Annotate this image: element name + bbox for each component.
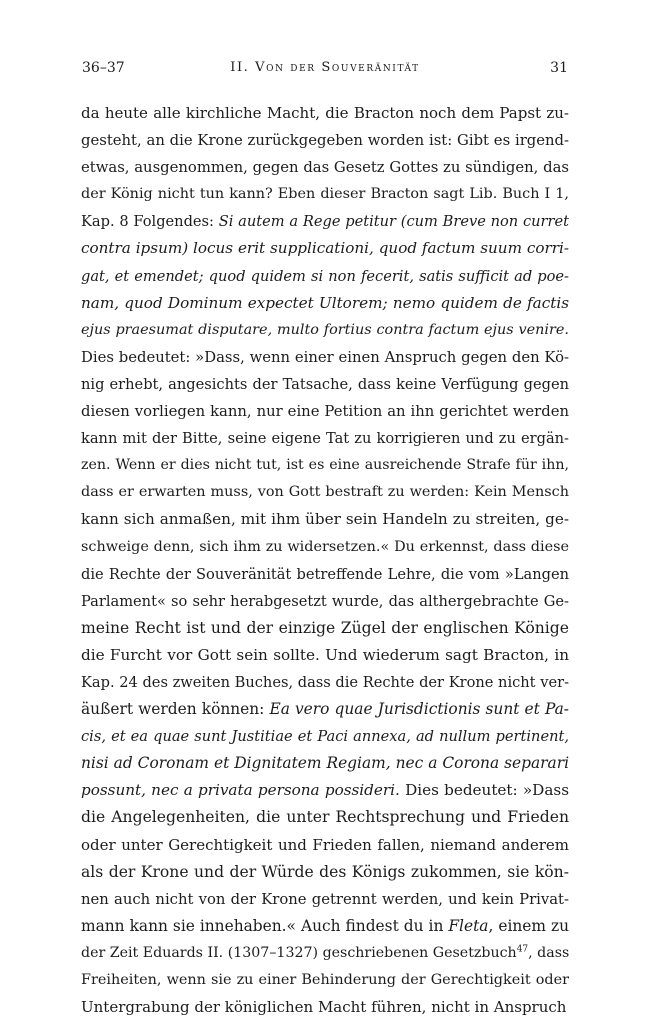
text-run: Untergrabung der königlichen Macht führen, nicht in Anspruch: [81, 998, 567, 1017]
text-line: [81, 723, 569, 750]
text-line: [81, 777, 569, 804]
text-run: , dass: [528, 944, 570, 961]
text-line: [81, 859, 569, 886]
page-number: 31: [550, 60, 568, 76]
text-line: [81, 181, 569, 208]
chapter-title: II. Von der Souveränität: [230, 60, 420, 75]
text-line: [81, 506, 569, 533]
section-range: 36–37: [82, 60, 125, 76]
text-run: Kap. 24 des zweiten Buches, dass die Rechte der Krone nicht ver-: [81, 673, 569, 691]
text-run: Freiheiten, wenn sie zu einer Behinderung der Gerechtigkeit oder: [81, 972, 569, 988]
text-run: kann mit der Bitte, seine eigene Tat zu korrigieren und zu ergän-: [81, 430, 569, 448]
running-head: [82, 60, 568, 84]
text-line: [81, 588, 569, 615]
text-line: [81, 534, 569, 561]
latin-quote: nisi ad Coronam et Dignitatem Regiam, nec a Corona separari: [81, 754, 569, 773]
latin-quote: ejus praesumat disputare, multo fortius contra factum ejus venire.: [81, 321, 569, 338]
main-text: [81, 100, 569, 1021]
text-run: die Angelegenheiten, die unter Rechtsprechung und Frieden: [81, 808, 569, 827]
text-line: [81, 100, 569, 127]
latin-quote: possunt, nec a privata persona possideri.: [81, 781, 400, 800]
footnote-ref: 47: [516, 944, 529, 955]
text-line: [81, 561, 569, 588]
text-line: [81, 804, 569, 831]
latin-quote: Fleta: [448, 916, 489, 935]
text-line: [81, 371, 569, 398]
text-run: als der Krone und der Würde des Königs zukommen, sie kön-: [81, 862, 569, 881]
text-run: Dies bedeutet: »Dass, wenn einer einen Anspruch gegen den Kö-: [81, 348, 569, 366]
text-run: da heute alle kirchliche Macht, die Bracton noch dem Papst zu-: [81, 104, 569, 122]
text-line: [81, 940, 569, 967]
text-line: [81, 750, 569, 777]
text-line: [81, 832, 569, 859]
text-run: der Zeit Eduards II. (1307–1327) geschriebenen Gesetzbuch: [81, 944, 517, 961]
text-run: nig erhebt, angesichts der Tatsache, dass keine Verfügung gegen: [81, 375, 569, 393]
latin-quote: gat, et emendet; quod quidem si non fecerit, satis sufficit ad poe-: [81, 267, 569, 285]
text-run: schweige denn, sich ihm zu widersetzen.« Du erkennst, dass diese: [81, 538, 569, 555]
latin-quote: Si autem a Rege petitur (cum Breve non curret: [218, 213, 569, 231]
text-line: [81, 452, 569, 479]
text-run: diesen vorliegen kann, nur eine Petition an ihn gerichtet werden: [81, 403, 569, 421]
text-run: Kap. 8 Folgendes:: [81, 213, 219, 231]
text-line: [81, 398, 569, 425]
text-run: zen. Wenn er dies nicht tut, ist es eine ausreichende Strafe für ihn,: [81, 457, 569, 474]
text-line: [81, 886, 569, 913]
latin-quote: nam, quod Dominum expectet Ultorem; nemo quidem de factis: [81, 293, 569, 312]
text-line: [81, 425, 569, 452]
text-line: [81, 913, 569, 940]
text-line: [81, 994, 569, 1021]
text-run: die Rechte der Souveränität betreffende Lehre, die vom »Langen: [81, 565, 569, 583]
latin-quote: Ea vero quae Jurisdictionis sunt et Pa-: [269, 700, 569, 719]
text-line: [81, 208, 569, 235]
text-run: , einem zu: [488, 916, 569, 935]
text-line: [81, 127, 569, 154]
text-run: gesteht, an die Krone zurückgegeben worden ist: Gibt es irgend-: [81, 132, 569, 150]
text-run: Parlament« so sehr herabgesetzt wurde, das althergebrachte Ge-: [81, 592, 569, 610]
text-line: [81, 235, 569, 262]
latin-quote: cis, et ea quae sunt Justitiae et Paci annexa, ad nullum pertinent,: [81, 728, 569, 746]
text-line: [81, 967, 569, 994]
text-run: äußert werden können:: [81, 700, 270, 719]
text-run: nen auch nicht von der Krone getrennt werden, und kein Privat-: [81, 890, 569, 908]
text-line: [81, 154, 569, 181]
text-line: [81, 290, 569, 317]
text-run: dass er erwarten muss, von Gott bestraft zu werden: Kein Mensch: [81, 484, 569, 501]
text-line: [81, 263, 569, 290]
text-line: [81, 696, 569, 723]
text-run: der König nicht tun kann? Eben dieser Bracton sagt Lib. Buch I 1,: [81, 186, 569, 203]
text-run: Dies bedeutet: »Dass: [399, 781, 569, 800]
text-run: die Furcht vor Gott sein sollte. Und wiederum sagt Bracton, in: [81, 645, 569, 664]
latin-quote: contra ipsum) locus erit supplicationi, quod factum suum corri-: [81, 239, 569, 258]
text-line: [81, 669, 569, 696]
text-line: [81, 615, 569, 642]
text-line: [81, 642, 569, 669]
text-line: [81, 317, 569, 344]
text-run: etwas, ausgenommen, gegen das Gesetz Gottes zu sündigen, das: [81, 159, 569, 177]
text-run: mann kann sie innehaben.« Auch findest du in: [81, 916, 449, 935]
text-run: meine Recht ist und der einzige Zügel der englischen Könige: [81, 618, 569, 637]
text-line: [81, 479, 569, 506]
text-run: kann sich anmaßen, mit ihm über sein Handeln zu streiten, ge-: [81, 510, 569, 529]
text-run: oder unter Gerechtigkeit und Frieden fallen, niemand anderem: [81, 835, 569, 854]
text-line: [81, 344, 569, 371]
